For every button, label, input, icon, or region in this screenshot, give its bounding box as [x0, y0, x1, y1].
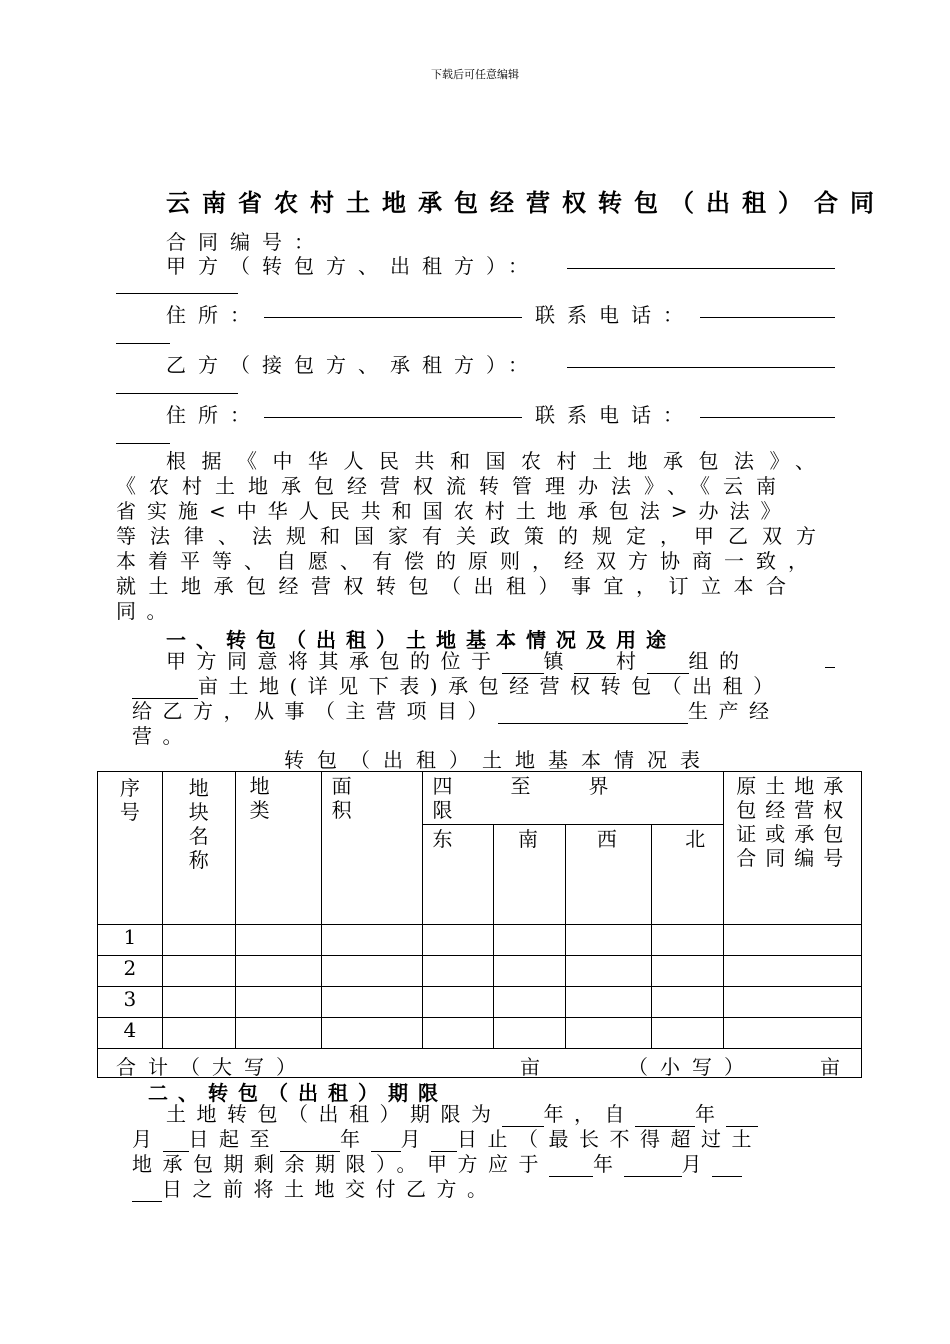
intro-line-1: 根据《中华人民共和国农村土地承包法》、 [166, 449, 831, 473]
to-day-blank[interactable] [431, 1133, 457, 1152]
table-caption: 转包（出租）土地基本情况表 [284, 748, 713, 772]
from-day-blank[interactable] [163, 1133, 189, 1152]
section1-heading: 一、转包（出租）土地基本情况及用途 [166, 628, 676, 652]
row-seq: 3 [98, 987, 163, 1018]
year-label: 年 [695, 1102, 726, 1126]
table-row [98, 956, 862, 987]
section2-line-4 [132, 1177, 498, 1202]
main-project-blank[interactable] [498, 705, 688, 724]
deliver-day-blank[interactable] [132, 1183, 162, 1202]
total-row [98, 1049, 862, 1078]
year-label: 年 [593, 1152, 624, 1176]
term-years-blank[interactable] [502, 1108, 544, 1127]
address-b-blank[interactable] [264, 399, 522, 418]
cell-plot[interactable] [162, 925, 235, 956]
party-a-blank[interactable] [567, 250, 835, 269]
header-east: 东 [422, 825, 494, 925]
from-month-blank-start[interactable] [726, 1108, 758, 1127]
row-seq: 4 [98, 1018, 163, 1049]
address-a-blank[interactable] [264, 299, 522, 318]
month-label: 月 [400, 1127, 431, 1151]
intro-line-5: 本着平等、自愿、有偿的原则，经双方协商一致， [116, 549, 820, 573]
year-label: 年 [543, 1102, 574, 1126]
section1-line-1 [166, 649, 750, 674]
header-seq: 序号 [98, 772, 163, 925]
section1-text-d: 生产经 [688, 699, 780, 723]
cell-cert[interactable] [724, 956, 862, 987]
table-row [98, 1018, 862, 1049]
intro-line-4: 等法律、法规和国家有关政策的规定，甲乙双方 [116, 524, 830, 548]
section2-heading: 二、转包（出租）期限 [148, 1081, 448, 1105]
section1-text-b: 亩土地(详见下表)承包经营权转包（出租） [198, 674, 784, 698]
cell-type[interactable] [235, 925, 321, 956]
intro-line-7: 同。 [116, 599, 177, 623]
cell-area[interactable] [321, 1018, 422, 1049]
month-label: 月 [132, 1127, 163, 1151]
row-seq: 1 [98, 925, 163, 956]
phone-a-blank-cont[interactable] [116, 325, 170, 344]
from-year-blank[interactable] [635, 1108, 695, 1127]
party-b-blank-cont[interactable] [116, 375, 238, 394]
document-title: 云南省农村土地承包经营权转包（出租）合同 [166, 188, 886, 217]
cell-north[interactable] [652, 925, 724, 956]
day-from-label: 日起至 [188, 1127, 280, 1151]
phone-b-blank-cont[interactable] [116, 425, 170, 444]
party-b-blank[interactable] [567, 349, 835, 368]
header-bounds: 四至界限 [422, 772, 724, 825]
cell-area[interactable] [321, 925, 422, 956]
phone-b-blank[interactable] [700, 399, 835, 418]
cell-north[interactable] [652, 1018, 724, 1049]
section2-line-2 [132, 1127, 762, 1152]
phone-a-blank[interactable] [700, 299, 835, 318]
cell-west[interactable] [566, 956, 652, 987]
cell-west[interactable] [566, 925, 652, 956]
section1-text-c: 给乙方，从事（主营项目） [132, 699, 498, 723]
cell-south[interactable] [494, 987, 566, 1018]
header-north: 北 [652, 825, 724, 925]
to-month-blank[interactable] [371, 1133, 401, 1152]
deliver-year-blank[interactable] [549, 1158, 593, 1177]
section1-text-a: 甲方同意将其承包的位于 [166, 649, 502, 673]
page-header-note: 下载后可任意编辑 [431, 68, 519, 81]
header-west: 西 [566, 825, 652, 925]
cell-area[interactable] [321, 987, 422, 1018]
cell-east[interactable] [422, 925, 494, 956]
party-a-blank-cont[interactable] [116, 275, 238, 294]
cell-plot[interactable] [162, 1018, 235, 1049]
village-label: 村 [616, 649, 647, 673]
deliver-month-blank[interactable] [624, 1158, 682, 1177]
section2-line-3 [132, 1152, 742, 1177]
address-b-label: 住所： [166, 403, 262, 427]
total-mu-label-small: 亩 [820, 1055, 840, 1079]
group-blank[interactable] [647, 655, 689, 674]
total-mu-label: 亩 [520, 1055, 540, 1079]
cell-south[interactable] [494, 956, 566, 987]
cell-south[interactable] [494, 925, 566, 956]
cell-cert[interactable] [724, 925, 862, 956]
total-label: 合计（大写） [116, 1055, 308, 1079]
cell-east[interactable] [422, 1018, 494, 1049]
table-row [98, 987, 862, 1018]
header-south: 南 [494, 825, 566, 925]
from-label: ，自 [574, 1102, 635, 1126]
intro-line-6: 就土地承包经营权转包（出租）事宜，订立本合 [116, 574, 799, 598]
cell-north[interactable] [652, 987, 724, 1018]
town-blank[interactable] [502, 655, 544, 674]
intro-line-2: 《农村土地承包经营权流转管理办法》、《云南 [116, 474, 789, 498]
table-row [98, 925, 862, 956]
contract-number-label: 合同编号： [166, 230, 326, 254]
total-cell [98, 1049, 862, 1078]
party-a-label: 甲方（转包方、出租方）： [166, 254, 540, 278]
intro-line-3: 省实施<中华人民共和国农村土地承包法>办法》 [116, 499, 792, 523]
day-to-label: 日止（最长不得超过土 [457, 1127, 762, 1151]
cell-type[interactable] [235, 987, 321, 1018]
cell-east[interactable] [422, 987, 494, 1018]
acreage-blank[interactable] [132, 680, 198, 699]
section1-line-4: 营。 [132, 724, 193, 748]
cell-east[interactable] [422, 956, 494, 987]
cell-cert[interactable] [724, 987, 862, 1018]
header-area: 面积 [321, 772, 422, 925]
address-a-label: 住所： [166, 303, 262, 327]
town-label: 镇 [543, 649, 574, 673]
cell-west[interactable] [566, 1018, 652, 1049]
party-b-label: 乙方（接包方、承租方）： [166, 353, 540, 377]
cell-type[interactable] [235, 956, 321, 987]
group-label: 组的 [688, 649, 750, 673]
section1-line-2 [132, 674, 784, 699]
phone-a-label: 联系电话： [535, 303, 695, 327]
year-label: 年 [340, 1127, 371, 1151]
land-info-table [97, 771, 862, 1078]
cell-west[interactable] [566, 987, 652, 1018]
cell-plot[interactable] [162, 987, 235, 1018]
month-label: 月 [681, 1152, 712, 1176]
cell-area[interactable] [321, 956, 422, 987]
section2-line-1 [166, 1102, 758, 1127]
cell-plot[interactable] [162, 956, 235, 987]
header-type: 地类 [235, 772, 321, 925]
total-small-label: （小写） [628, 1055, 756, 1079]
village-blank[interactable] [574, 655, 616, 674]
acreage-blank-start[interactable] [825, 649, 835, 668]
header-plot: 地块名称 [162, 772, 235, 925]
row-seq: 2 [98, 956, 163, 987]
cell-south[interactable] [494, 1018, 566, 1049]
section2-term-label: 土地转包（出租）期限为 [166, 1102, 502, 1126]
phone-b-label: 联系电话： [535, 403, 695, 427]
deliver-end-label: 日之前将土地交付乙方。 [162, 1177, 498, 1201]
deliver-label: 地承包期剩余期限）。甲方应于 [132, 1152, 549, 1176]
cell-cert[interactable] [724, 1018, 862, 1049]
cell-north[interactable] [652, 956, 724, 987]
to-year-blank[interactable] [280, 1133, 340, 1152]
cell-type[interactable] [235, 1018, 321, 1049]
header-cert: 原土地承包经营权证或承包合同编号 [724, 772, 862, 925]
section1-line-3 [132, 699, 780, 724]
deliver-day-blank-start[interactable] [712, 1158, 742, 1177]
